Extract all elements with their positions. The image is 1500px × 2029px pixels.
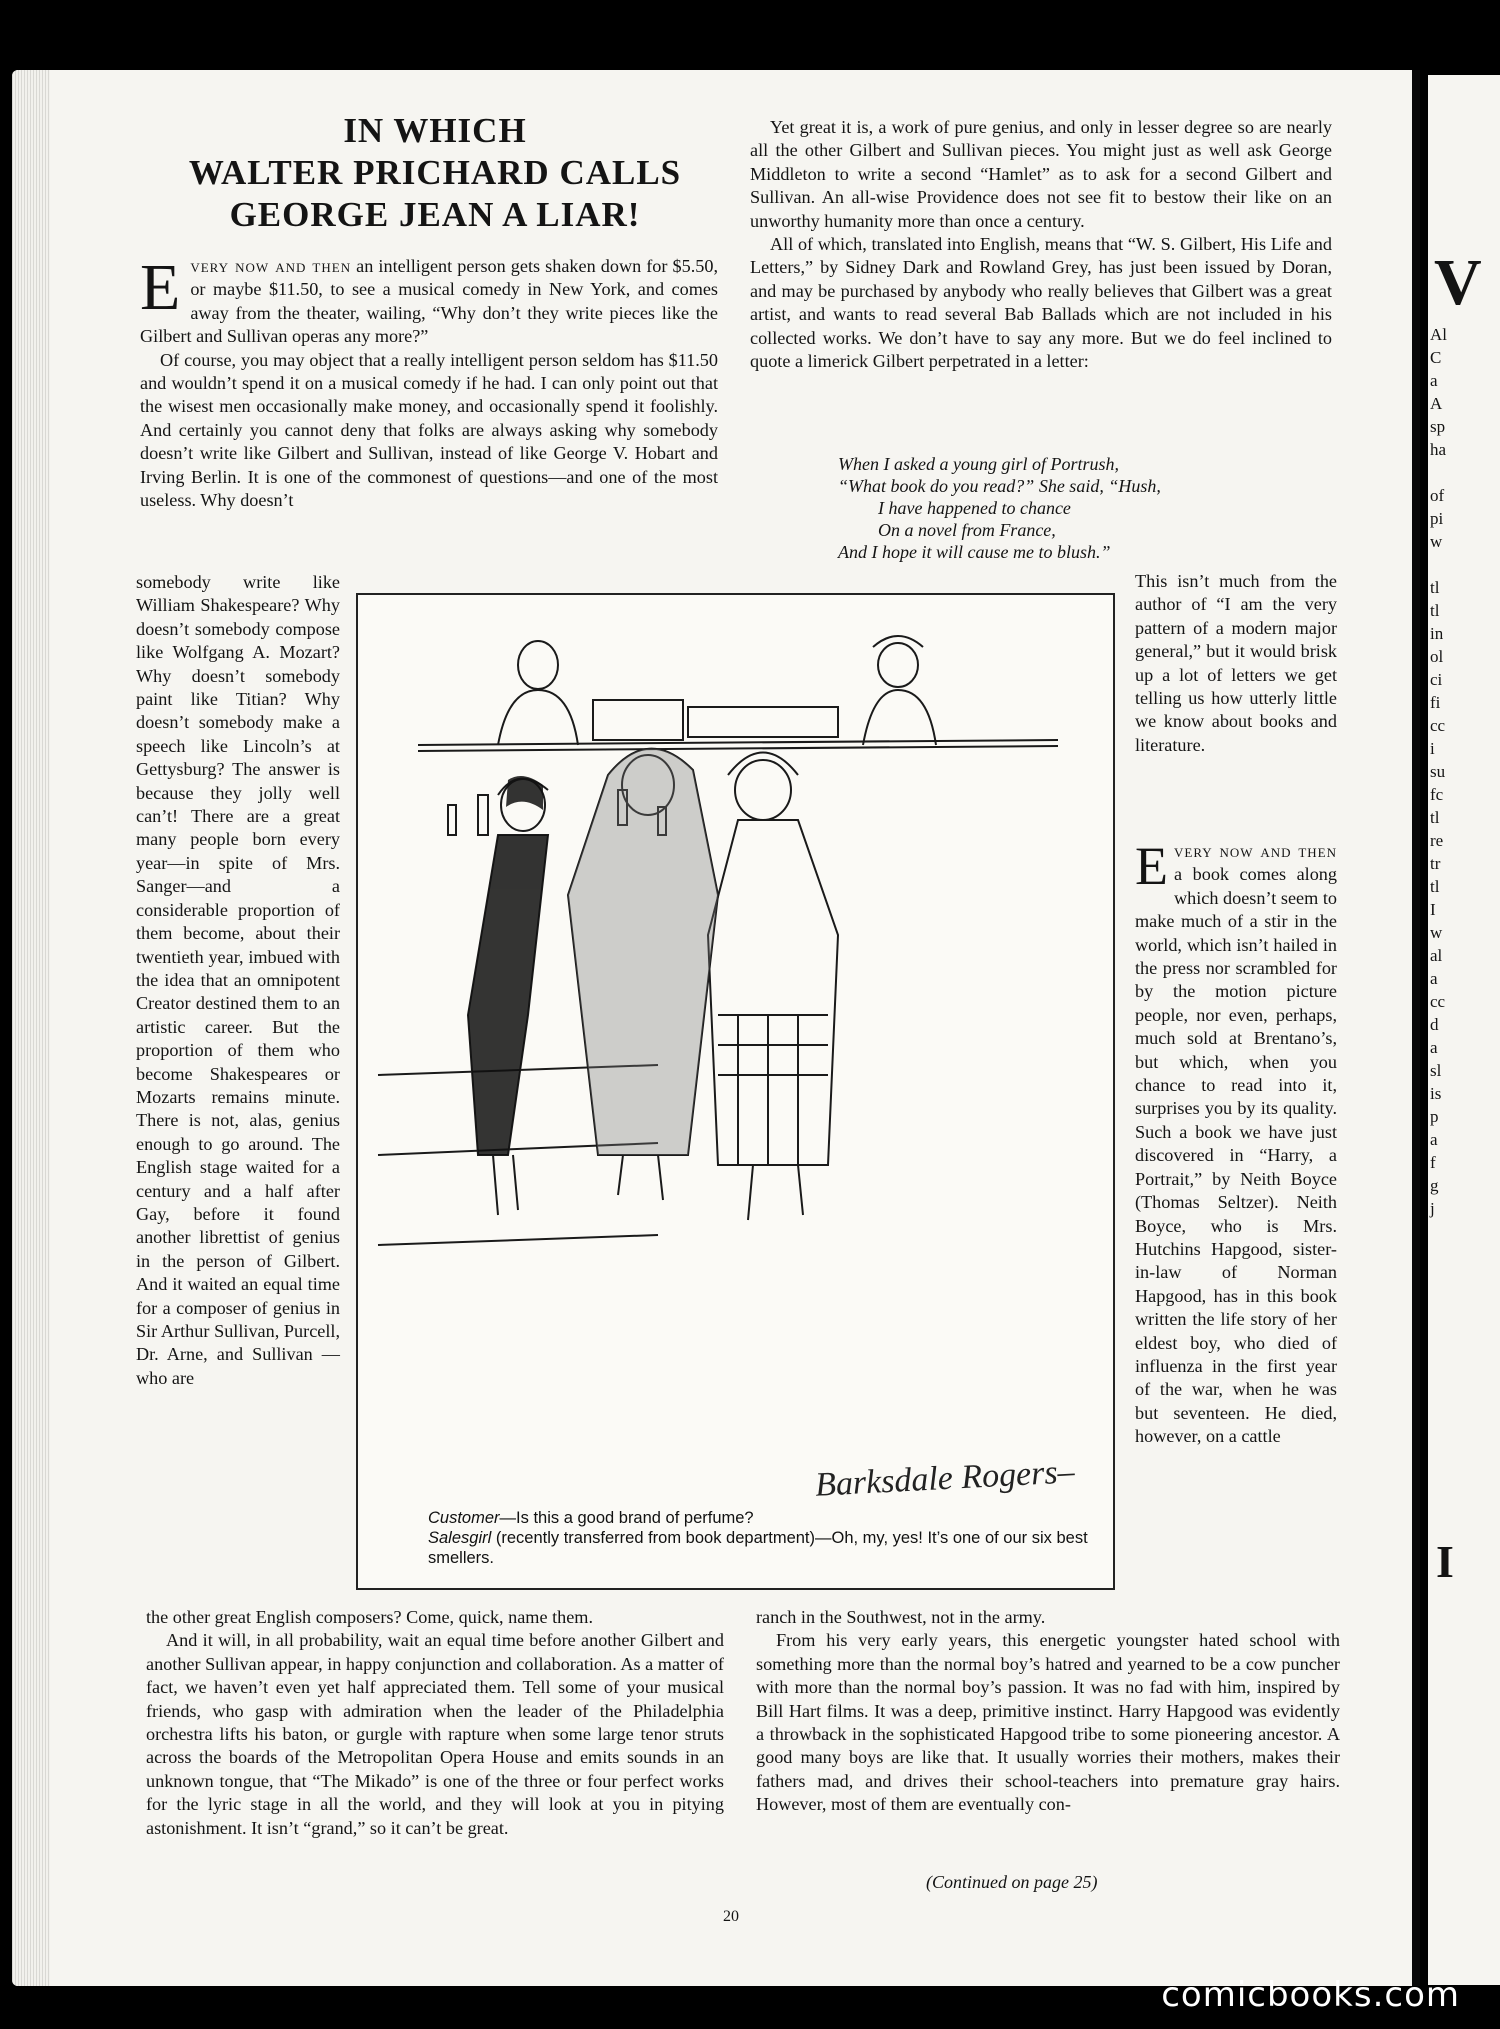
facing-page-fragment-line: a xyxy=(1430,969,1438,988)
facing-page-fragment-line: sl xyxy=(1430,1061,1442,1080)
salesgirl-left-body xyxy=(498,690,578,745)
facing-page-fragment-line: re xyxy=(1430,831,1444,850)
facing-page-fragment-line: tl xyxy=(1430,578,1440,597)
upper-shelf xyxy=(418,740,1058,745)
col1-bottom-text xyxy=(146,1606,724,1840)
cartoon-drawing xyxy=(358,595,1113,1588)
facing-page-fragment-line: al xyxy=(1430,946,1443,965)
facing-page-fragment-line: w xyxy=(1430,532,1443,551)
facing-page-fragment-line: a xyxy=(1430,1038,1438,1057)
col1-narrow-paragraph: somebody write like William Shakespeare? Why doesn’t somebody compose like Wolfgang A. Mozart? Why doesn’t somebody paint like Titian? Why doesn’t somebody make a speech like Lincoln’s at Gettysburg? The answer is because they jolly well can’t! There are a great many people born every year—in spite of Mrs. Sanger—and a considerable proportion of them become, about their twentieth year, imbued with the idea that an omnipotent Creator destined them to an artistic career. But the proportion of them who become Shakespeares or Mozarts remains minute. There is not, alas, genius enough to go around. The English stage waited for a century and a half after Gay, before it found another librettist of genius in the person of Gilbert. And it waited an equal time for a composer of genius in Sir Arthur Sullivan, Purcell, Dr. Arne, and Sullivan — who are xyxy=(136,572,340,1388)
facing-page-big-letter-2: I xyxy=(1436,1536,1454,1587)
salesgirl-right-body xyxy=(863,690,936,745)
limerick-line-4: On a novel from France, xyxy=(878,520,1056,540)
facing-page-fragment-line: is xyxy=(1430,1084,1442,1103)
salesgirl-right-head xyxy=(878,643,918,687)
watermark: comicbooks.com xyxy=(1161,1975,1460,2015)
facing-page-fragment-line: tl xyxy=(1430,808,1440,827)
facing-page-fragment-line: tl xyxy=(1430,601,1440,620)
col1-narrow-text xyxy=(136,571,340,1390)
col2-paragraph-2: All of which, translated into English, means that “W. S. Gilbert, His Life and Letters,” by Sidney Dark and Rowland Grey, has just been issued by Doran, and may be purchased by anybody who really believes that Gilbert was a great artist, and wants to read several Bab Ballads which are not included in his collected works. We don’t have to say any more. But we do feel inclined to quote a limerick Gilbert perpetrated in a letter: xyxy=(750,234,1332,372)
caption-line-2-text: (recently transferred from book department)—Oh, my, yes! It’s one of our six best smellers. xyxy=(428,1529,1088,1567)
facing-page-fragment-line: w xyxy=(1430,923,1443,942)
facing-page-fragment-line: pi xyxy=(1430,509,1444,528)
page-number: 20 xyxy=(723,1908,739,1925)
title-line-1: IN WHICH xyxy=(343,111,527,150)
caption-speaker-1: Customer xyxy=(428,1509,500,1527)
limerick-line-2: “What book do you read?” She said, “Hush, xyxy=(838,476,1161,496)
facing-page-fragment-line: cc xyxy=(1430,716,1446,735)
facing-page-fragment-line: in xyxy=(1430,624,1444,643)
facing-page-fragment-line: I xyxy=(1430,900,1436,919)
customer-right-hat xyxy=(728,753,798,776)
salesgirl-left-head xyxy=(518,641,558,689)
lead-in-smallcaps: very now and then xyxy=(190,256,352,276)
facing-page-fragment xyxy=(1428,75,1500,1985)
limerick-line-3: I have happened to chance xyxy=(878,498,1071,518)
artist-signature: Barksdale Rogers– xyxy=(814,1453,1076,1504)
col1-paragraph-1 xyxy=(140,251,719,349)
cartoon-illustration xyxy=(356,593,1115,1590)
dropcap-letter-2: E xyxy=(1135,836,1168,896)
facing-page-fragment-line: ol xyxy=(1430,647,1444,666)
col1-paragraph-2: Of course, you may object that a really intelligent person seldom has $11.50 and wouldn’t spend it on a musical comedy if he had. I can only point out that the wisest men occasionally make money, and occasionally spend it foolishly. And certainly you cannot deny that folks are always asking why somebody doesn’t write like Gilbert and Sullivan, instead of like George V. Hobart and Irving Berlin. It is one of the commonest of questions—and one of the most useless. Why doesn’t xyxy=(140,349,718,511)
limerick-line-1: When I asked a young girl of Portrush, xyxy=(838,454,1119,474)
facing-page-fragment-line: tr xyxy=(1430,854,1441,873)
col2-bottom-paragraph-2: From his very early years, this energetic youngster hated school with something more than the normal boy’s hatred and yearned to be a cow puncher with more than the normal boy’s passion. It was no fad with him, inspired by Bill Hart films. It was a deep, primitive instinct. Harry Hapgood was evidently a throwback in the sophisticated Hapgood tribe to some pioneering ancestor. A good many boys are like that. It usually worries their mothers, makes their fathers mad, and drives their school-teachers into premature gray hairs. However, most of them are eventually con- xyxy=(756,1630,1340,1815)
limerick-line-5: And I hope it will cause me to blush.” xyxy=(838,542,1111,562)
facing-page-fragment-line: a xyxy=(1430,1130,1438,1149)
col1-bottom-paragraph-1: the other great English composers? Come, quick, name them. xyxy=(146,1607,593,1627)
book-gutter xyxy=(1412,70,1420,1986)
article-title xyxy=(140,110,730,236)
col1-bottom-paragraph-2: And it will, in all probability, wait an equal time before another Gilbert and another Sullivan appear, in happy conjunction and collaboration. As a matter of fact, we haven’t even yet half appreciated them. Tell some of your musical friends, who gasp with admiration when the leader of the Philadelphia orchestra lifts his baton, or gurgle with rapture when some large tenor struts across the boards of the Metropolitan Opera House and emits sounds in an unknown tongue, that “The Mikado” is one of the three or four perfect works for the lyric stage in all the world, and they will look at you in pitying astonishment. It isn’t “grand,” so it can’t be great. xyxy=(146,1630,724,1838)
facing-page-fragment-line: g xyxy=(1430,1176,1439,1195)
facing-page-fragment-line: tl xyxy=(1430,877,1440,896)
facing-page-fragment-line: fc xyxy=(1430,785,1444,804)
col2-narrow-text-2 xyxy=(1135,836,1337,1449)
facing-page-fragment-line: i xyxy=(1430,739,1435,758)
col2-bottom-paragraph-1: ranch in the Southwest, not in the army. xyxy=(756,1607,1046,1627)
plaid-skirt xyxy=(718,1015,828,1165)
cartoon-caption xyxy=(428,1508,1098,1568)
page-edge-stack xyxy=(12,70,50,1986)
caption-line-1 xyxy=(428,1508,1098,1528)
title-line-2: WALTER PRICHARD CALLS xyxy=(188,153,682,192)
facing-page-fragment-line: su xyxy=(1430,762,1446,781)
facing-page-big-letter: V xyxy=(1434,246,1482,319)
col2-narrow-text-1 xyxy=(1135,570,1337,757)
facing-page-fragment-line: p xyxy=(1430,1107,1439,1126)
caption-line-2 xyxy=(428,1528,1098,1568)
col2-narrow-paragraph-2-text: a book comes along which doesn’t seem to make much of a stir in the world, which isn’t hailed in the press nor scrambled for by the motion picture people, nor even, perhaps, much sold at Brentano’s, but which, when you chance to read into it, surprises you by its quality. Such a book we have just discovered in “Harry, a Portrait,” by Neith Boyce (Thomas Seltzer). Neith Boyce, who is Mrs. Hutchins Hapgood, sister-in-law of Norman Hapgood, has in this book written the life story of her eldest boy, who died of influenza in the first year of the war, when he was but seventeen. He died, however, on a cattle xyxy=(1135,864,1337,1447)
caption-line-1-text: —Is this a good brand of perfume? xyxy=(499,1509,754,1527)
limerick xyxy=(838,453,1308,563)
col2-paragraph-1: Yet great it is, a work of pure genius, and only in lesser degree so are nearly all the other Gilbert and Sullivan pieces. You might just as well ask George Middleton to write a second “Hamlet” as to ask for a second Gilbert and Sullivan. An all-wise Providence does not see fit to bestow their like on an unworthy humanity more than once a century. xyxy=(750,117,1332,231)
facing-page-fragment-line: d xyxy=(1430,1015,1439,1034)
facing-page-fragment-line: of xyxy=(1430,486,1445,505)
facing-page-fragment-line: ci xyxy=(1430,670,1443,689)
customer-right-coat xyxy=(708,820,838,1165)
facing-page-fragment-line: Al xyxy=(1430,325,1447,344)
facing-page-fragment-line: a xyxy=(1430,371,1438,390)
col1-paragraph-1-text: an intelligent person gets shaken down for $5.50, or maybe $11.50, to see a musical comedy in New York, and comes away from the theater, wailing, “Why don’t they write pieces like the Gilbert and Sullivan operas any more?” xyxy=(140,256,719,347)
dropcap-letter: E xyxy=(140,251,181,324)
facing-page-fragment-line: C xyxy=(1430,348,1442,367)
facing-page-fragment-line: A xyxy=(1430,394,1443,413)
col2-bottom-text xyxy=(756,1606,1340,1817)
facing-page-fragment-line: ha xyxy=(1430,440,1447,459)
col1-top-text xyxy=(140,251,719,512)
display-box xyxy=(593,700,683,740)
col2-narrow-paragraph-1: This isn’t much from the author of “I am the very pattern of a modern major general,” but it would brisk up a lot of letters we get telling us how utterly little we know about books and literature. xyxy=(1135,571,1337,755)
facing-page-fragment-line: fi xyxy=(1430,693,1441,712)
facing-page-fragment-line: j xyxy=(1430,1199,1435,1218)
col2-top-text xyxy=(750,116,1332,373)
title-line-3: GEORGE JEAN A LIAR! xyxy=(229,195,641,234)
customer-right-head xyxy=(735,760,791,820)
facing-page-fragment-line: sp xyxy=(1430,417,1446,436)
caption-speaker-2: Salesgirl xyxy=(428,1529,492,1547)
continued-note: (Continued on page 25) xyxy=(926,1872,1098,1892)
lead-in-smallcaps-2: very now and then xyxy=(1174,841,1337,861)
facing-page-fragment-line: cc xyxy=(1430,992,1446,1011)
facing-page-fragment-line: f xyxy=(1430,1153,1436,1172)
col2-narrow-paragraph-2 xyxy=(1135,836,1337,1449)
